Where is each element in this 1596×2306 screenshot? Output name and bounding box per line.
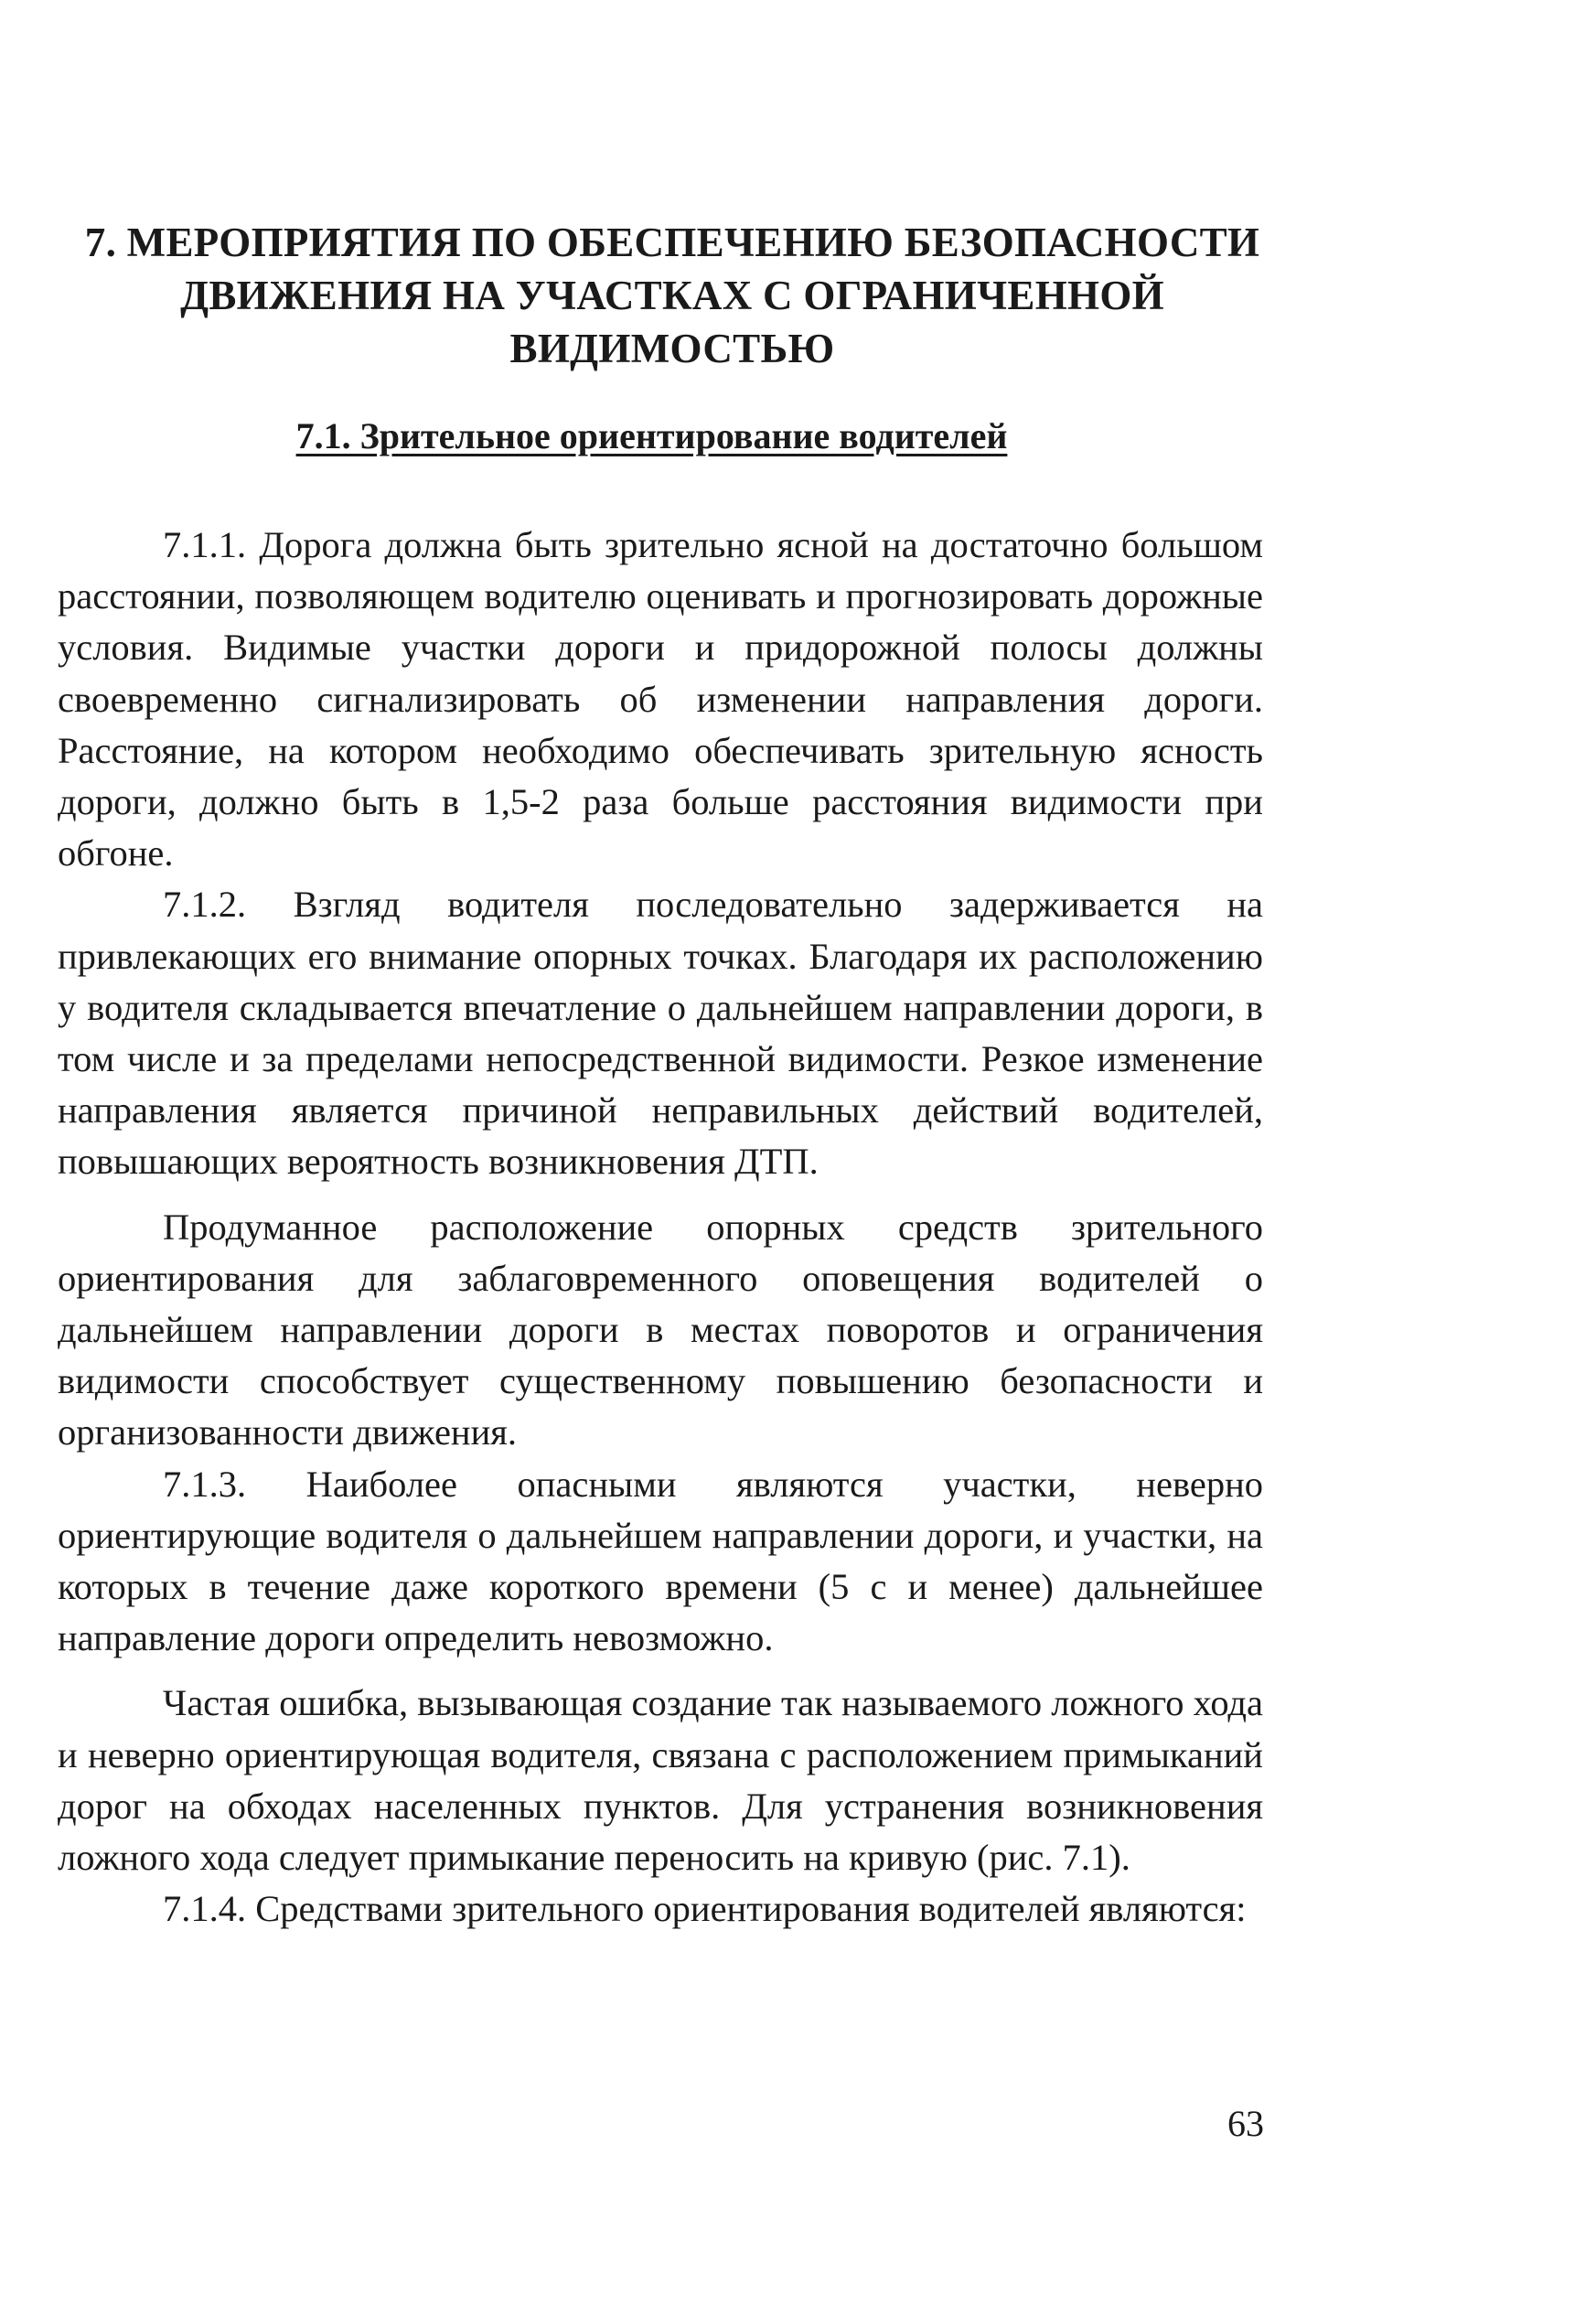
body-text	[58, 520, 1263, 1935]
chapter-title	[46, 216, 1299, 375]
paragraph-7-1-3: 7.1.3. Наиболее опасными являются участки, неверно ориентирующие водителя о дальнейшем направлении дороги, и участки, на которых в течение даже короткого времени (5 с и менее) дальнейшее направление дороги определить невозможно.	[58, 1463, 1263, 1659]
paragraph-false-course: Частая ошибка, вызывающая создание так называемого ложного хода и неверно ориентирующая водителя, связана с расположением примыканий дорог на обходах населенных пунктов. Для устранения возникновения ложного хода следует примыкание переносить на кривую (рис. 7.1).	[58, 1682, 1263, 1879]
section-title-text: 7.1. Зрительное ориентирование водителей	[295, 415, 1008, 456]
section-title	[137, 414, 1166, 457]
page-number: 63	[1227, 2103, 1264, 2144]
paragraph-7-1-4: 7.1.4. Средствами зрительного ориентирования водителей являются:	[163, 1888, 1247, 1930]
paragraph-7-1-1: 7.1.1. Дорога должна быть зрительно ясной на достаточно большом расстоянии, позволяющем водителю оценивать и прогнозировать дорожные условия. Видимые участки дороги и придорожной полосы должны своевременно сигнализировать об изменении направления дороги. Расстояние, на котором необходимо обеспечивать зрительную ясность дороги, должно быть в 1,5-2 раза больше расстояния видимости при обгоне.	[58, 524, 1263, 874]
paragraph-reference-points: Продуманное расположение опорных средств зрительного ориентирования для заблаговременного оповещения водителей о дальнейшем направлении дороги в местах поворотов и ограничения видимости способствует существенному повышению безопасности и организованности движения.	[58, 1206, 1263, 1453]
chapter-title-line-2: ДВИЖЕНИЯ НА УЧАСТКАХ С ОГРАНИЧЕННОЙ	[180, 273, 1164, 318]
paragraph-7-1-2: 7.1.2. Взгляд водителя последовательно задерживается на привлекающих его внимание опорных точках. Благодаря их расположению у водителя складывается впечатление о дальнейшем направлении дороги, в том числе и за пределами непосредственной видимости. Резкое изменение направления является причиной неправильных действий водителей, повышающих вероятность возникновения ДТП.	[58, 884, 1263, 1183]
chapter-title-line-3: ВИДИМОСТЬЮ	[509, 326, 835, 371]
chapter-title-line-1: 7. МЕРОПРИЯТИЯ ПО ОБЕСПЕЧЕНИЮ БЕЗОПАСНОСТИ	[84, 220, 1260, 265]
